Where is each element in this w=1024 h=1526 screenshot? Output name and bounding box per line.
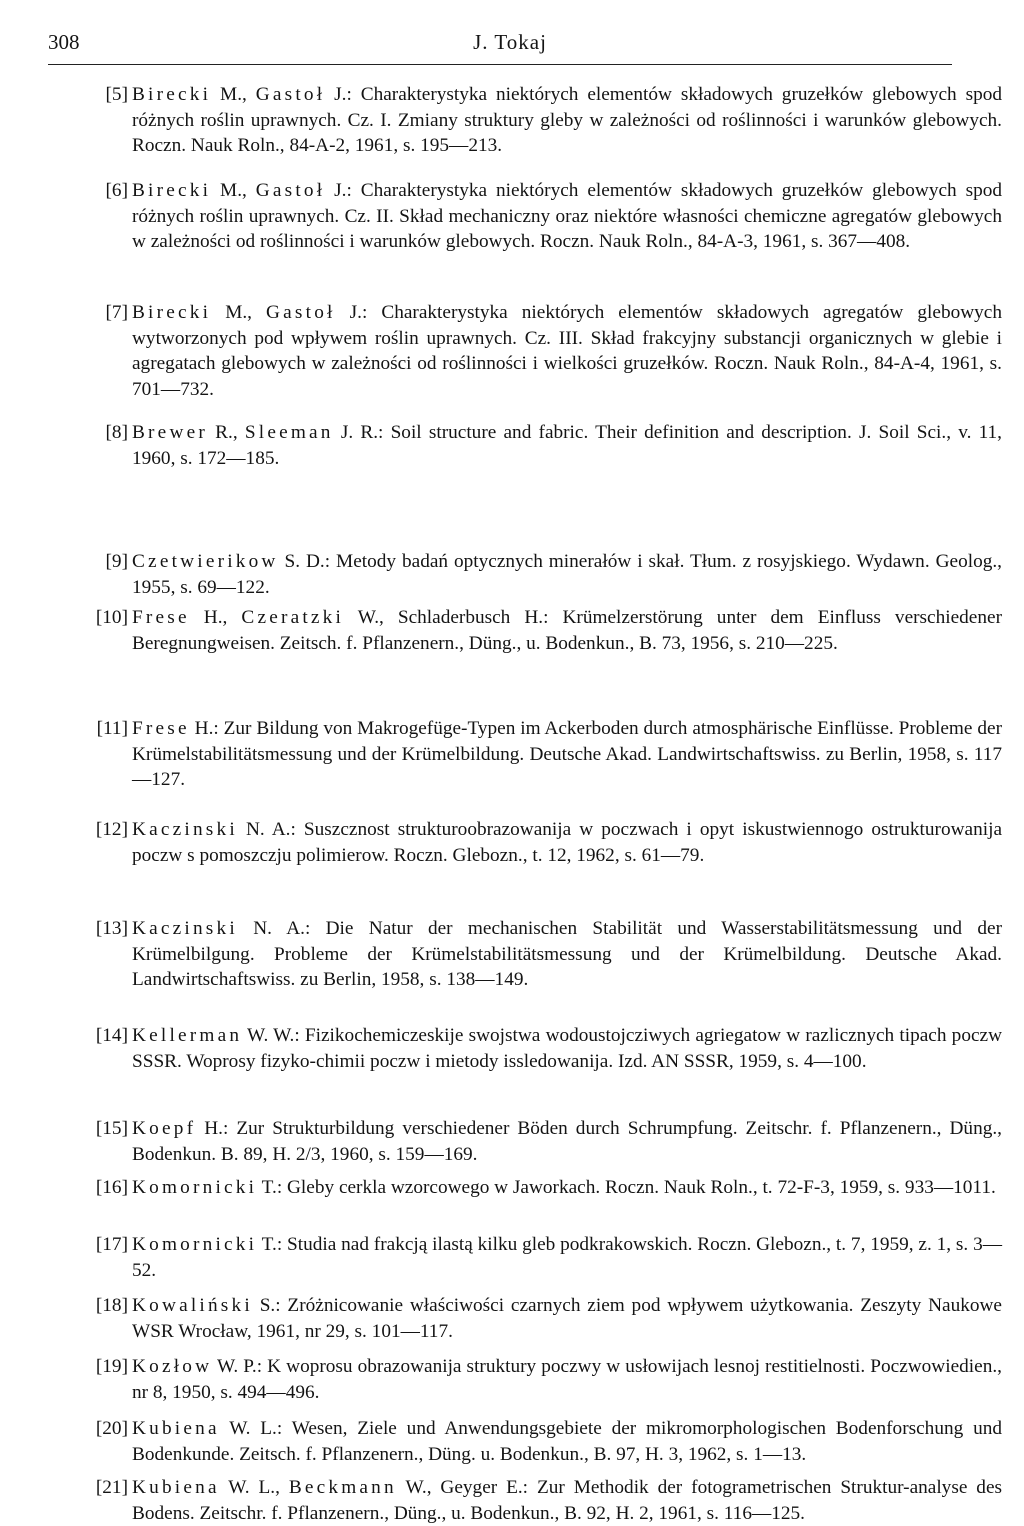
- reference-number: [9]: [105, 551, 128, 572]
- page-number: 308: [48, 30, 80, 54]
- reference-author: Frese: [132, 607, 190, 628]
- reference-number: [8]: [105, 422, 128, 443]
- reference-initials: W. L.,: [219, 1477, 289, 1498]
- reference-author: Birecki: [132, 302, 212, 323]
- reference-author: Kaczinski: [132, 918, 238, 939]
- reference-entry: [78, 300, 1002, 402]
- reference-citation: J.: Charakterystyka niektórych elementów składowych agregatów glebowych wytworzonych pod wpływem roślin uprawnych. Cz. III. Skład frakcyjny substancji organicznych w glebie i agregatach glebowych w zależności od roślinności i wielkości gruzełków. Roczn. Nauk Roln., 84-A-4, 1961, s. 701—732.: [132, 302, 1002, 400]
- reference-number: [13]: [95, 918, 128, 939]
- reference-citation: N. A.: Die Natur der mechanischen Stabilität und Wasserstabilitätsmessung und der Krümelbilgung. Probleme der Krümelstabilitätsmessung und der Krümelbildung. Deutsche Akad. Landwirtschaftswiss. zu Berlin, 1958, s. 138—149.: [132, 918, 1002, 991]
- reference-number: [10]: [95, 607, 128, 628]
- reference-entry: [78, 817, 1002, 868]
- reference-initials: H.,: [189, 607, 242, 628]
- reference-coauthor: Beckmann: [288, 1477, 397, 1498]
- reference-citation: T.: Gleby cerkla wzorcowego w Jaworkach. Roczn. Nauk Roln., t. 72-F-3, 1959, s. 933—1011.: [257, 1177, 996, 1198]
- page-header: [48, 30, 952, 65]
- reference-author: Birecki: [132, 180, 212, 201]
- reference-number: [19]: [95, 1356, 128, 1377]
- reference-citation: W., Geyger E.: Zur Methodik der fotogrametrischen Struktur-analyse des Bodens. Zeitschr. f. Pflanzenern., Düng., u. Bodenkun., B. 92, H. 2, 1961, s. 116—125.: [132, 1477, 1003, 1524]
- reference-entry: [78, 1116, 1002, 1167]
- reference-coauthor: Gastoł: [255, 180, 326, 201]
- reference-author: Kozłow: [132, 1356, 213, 1377]
- reference-number: [21]: [95, 1477, 128, 1498]
- reference-entry: [78, 1354, 1002, 1405]
- reference-author: Koepf: [132, 1118, 197, 1139]
- reference-citation: J. R.: Soil structure and fabric. Their definition and description. J. Soil Sci., v. 11, 1960, s. 172—185.: [132, 422, 1002, 469]
- reference-author: Kubiena: [132, 1477, 220, 1498]
- reference-author: Brewer: [132, 422, 208, 443]
- reference-entry: [78, 1475, 1002, 1526]
- reference-number: [6]: [105, 180, 128, 201]
- reference-author: Kaczinski: [132, 819, 238, 840]
- reference-citation: T.: Studia nad frakcją ilastą kilku gleb podkrakowskich. Roczn. Glebozn., t. 7, 1959, z. 1, s. 3—52.: [132, 1234, 1002, 1281]
- running-title: J. Tokaj: [473, 30, 547, 54]
- reference-entry: [78, 178, 1002, 255]
- reference-citation: H.: Zur Bildung von Makrogefüge-Typen im Ackerboden durch atmosphärische Einflüsse. Probleme der Krümelstabilitätsmessung und der Krümelbildung. Deutsche Akad. Landwirtschaftswiss. zu Berlin, 1958, s. 117—127.: [132, 718, 1002, 791]
- reference-number: [5]: [105, 84, 128, 105]
- reference-citation: W. L.: Wesen, Ziele und Anwendungsgebiete der mikromorphologischen Bodenforschung und Bodenkunde. Zeitsch. f. Pflanzenern., Düng. u. Bodenkun., B. 97, H. 3, 1962, s. 1—13.: [132, 1418, 1002, 1465]
- reference-number: [15]: [95, 1118, 128, 1139]
- reference-citation: N. A.: Suszcznost strukturoobrazowanija w poczwach i opyt iskustwiennogo ostrukturowanija poczw s pomoszczju polimierow. Roczn. Glebozn., t. 12, 1962, s. 61—79.: [132, 819, 1002, 866]
- reference-entry: [78, 1175, 1002, 1201]
- reference-author: Frese: [132, 718, 190, 739]
- reference-author: Czetwierikow: [132, 551, 279, 572]
- reference-number: [11]: [96, 718, 128, 739]
- reference-initials: M.,: [211, 302, 267, 323]
- reference-entry: [78, 1232, 1002, 1283]
- reference-entry: [78, 1293, 1002, 1344]
- reference-number: [20]: [95, 1418, 128, 1439]
- reference-citation: W. W.: Fizikochemiczeskije swojstwa wodoustojcziwych agriegatow w razlicznych tipach poczw SSSR. Woprosy fizyko-chimii poczw i mietody issledowanija. Izd. AN SSSR, 1959, s. 4—100.: [132, 1025, 1002, 1072]
- reference-author: Kubiena: [132, 1418, 220, 1439]
- reference-citation: S.: Zróżnicowanie właściwości czarnych ziem pod wpływem użytkowania. Zeszyty Naukowe WSR Wrocław, 1961, nr 29, s. 101—117.: [132, 1295, 1002, 1342]
- reference-citation: H.: Zur Strukturbildung verschiedener Böden durch Schrumpfung. Zeitschr. f. Pflanzenern., Düng., Bodenkun. B. 89, H. 2/3, 1960, s. 159—169.: [132, 1118, 1002, 1165]
- reference-citation: W. P.: K woprosu obrazowanija struktury poczwy w usłowijach lesnoj restitielnosti. Poczwowiedien., nr 8, 1950, s. 494—496.: [132, 1356, 1002, 1403]
- reference-coauthor: Gastoł: [255, 84, 326, 105]
- reference-number: [7]: [105, 302, 128, 323]
- reference-entry: [78, 1023, 1002, 1074]
- reference-author: Kowaliński: [132, 1295, 253, 1316]
- reference-initials: M.,: [211, 180, 256, 201]
- reference-number: [17]: [95, 1234, 128, 1255]
- reference-entry: [78, 605, 1002, 656]
- reference-entry: [78, 549, 1002, 600]
- reference-citation: J.: Charakterystyka niektórych elementów składowych gruzełków glebowych spod różnych roślin uprawnych. Cz. I. Zmiany struktury gleby w zależności od roślinności i warunków glebowych. Roczn. Nauk Roln., 84-A-2, 1961, s. 195—213.: [132, 84, 1002, 157]
- reference-author: Kellerman: [132, 1025, 243, 1046]
- reference-coauthor: Sleeman: [244, 422, 334, 443]
- reference-number: [14]: [95, 1025, 128, 1046]
- reference-initials: R.,: [207, 422, 245, 443]
- reference-entry: [78, 1416, 1002, 1467]
- reference-number: [18]: [95, 1295, 128, 1316]
- reference-author: Komornicki: [132, 1234, 258, 1255]
- reference-number: [12]: [95, 819, 128, 840]
- reference-coauthor: Gastoł: [266, 302, 336, 323]
- reference-entry: [78, 916, 1002, 993]
- reference-entry: [78, 420, 1002, 471]
- reference-number: [16]: [95, 1177, 128, 1198]
- reference-entry: [78, 82, 1002, 159]
- reference-citation: J.: Charakterystyka niektórych elementów składowych gruzełków glebowych spod różnych roślin uprawnych. Cz. II. Skład mechaniczny oraz niektóre własności chemiczne agregatów glebowych w zależności od roślinności i warunków glebowych. Roczn. Nauk Roln., 84-A-3, 1961, s. 367—408.: [132, 180, 1002, 253]
- reference-coauthor: Czeratzki: [241, 607, 345, 628]
- reference-citation: W., Schladerbusch H.: Krümelzerstörung unter dem Einfluss verschiedener Beregnungweisen. Zeitsch. f. Pflanzenern., Düng., u. Bodenkun., B. 73, 1956, s. 210—225.: [132, 607, 1002, 654]
- reference-initials: M.,: [211, 84, 256, 105]
- reference-author: Komornicki: [132, 1177, 258, 1198]
- reference-author: Birecki: [132, 84, 212, 105]
- reference-citation: S. D.: Metody badań optycznych minerałów i skał. Tłum. z rosyjskiego. Wydawn. Geolog., 1955, s. 69—122.: [132, 551, 1002, 598]
- reference-entry: [78, 716, 1002, 793]
